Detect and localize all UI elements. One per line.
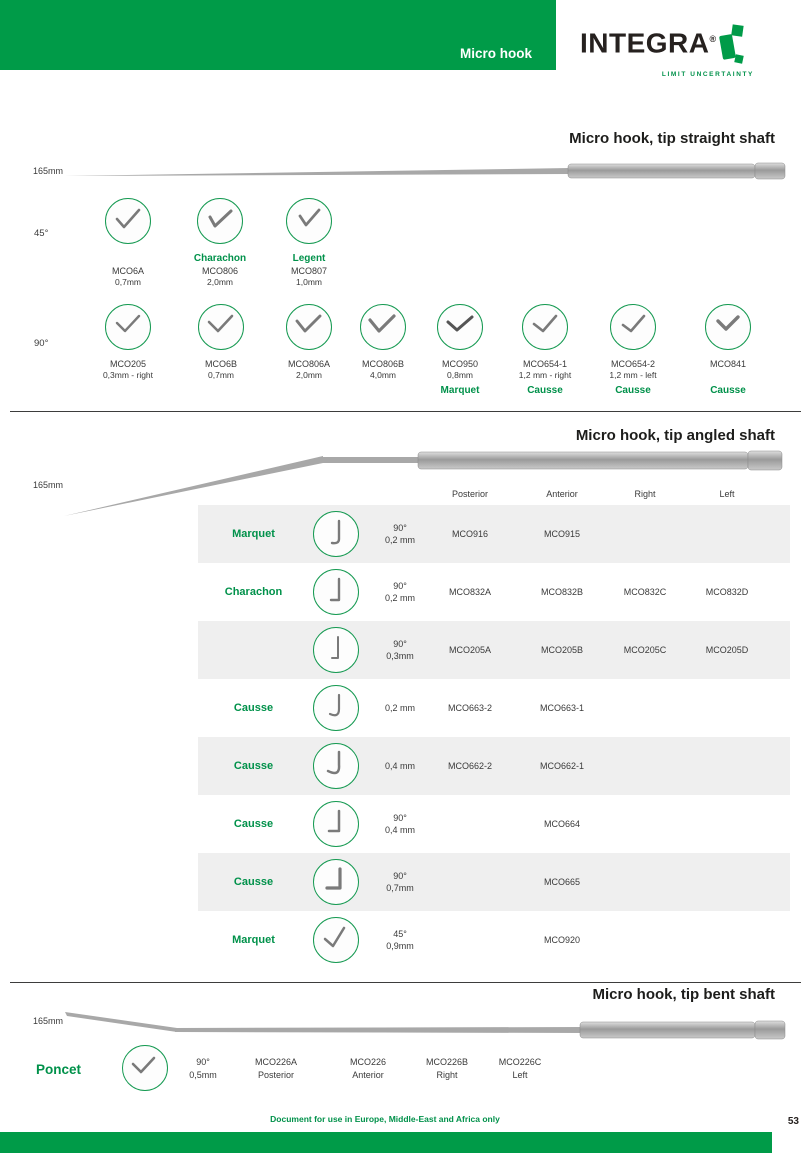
hook-icon	[316, 746, 356, 786]
code-posterior	[231, 1056, 321, 1082]
code-anterior: MCO205B	[540, 645, 584, 655]
code-right	[600, 795, 690, 853]
table-row	[198, 679, 790, 737]
hook-circle	[313, 743, 359, 789]
orientation-label: Anterior	[352, 1070, 384, 1080]
hook-circle	[313, 859, 359, 905]
eponym-label: Causse	[527, 385, 563, 396]
tip-size: 0,7mm	[208, 370, 234, 380]
row-name: Causse	[233, 760, 274, 772]
hook-item	[272, 304, 346, 384]
catalog-code: MCO654-1	[522, 359, 567, 369]
code-anterior: MCO915	[543, 529, 580, 539]
code-right	[600, 737, 690, 795]
hook-circle	[313, 627, 359, 673]
tip-size: 1,2 mm - right	[518, 370, 572, 380]
hook-90-icon	[108, 307, 148, 347]
hook-item	[346, 304, 420, 384]
hook-item	[184, 304, 258, 384]
code-left	[475, 1056, 565, 1082]
code-right: MCO832C	[623, 587, 667, 597]
hook-90-icon	[708, 307, 748, 347]
code-left	[682, 795, 772, 853]
code-anterior: MCO663-1	[539, 703, 584, 713]
hook-circle	[286, 198, 332, 244]
footer-bar	[0, 1132, 772, 1153]
code-anterior	[323, 1056, 413, 1082]
instrument-straight-image	[65, 156, 790, 192]
eponym-label: Causse	[710, 385, 746, 396]
section-title-straight: Micro hook, tip straight shaft	[569, 130, 775, 147]
hook-90-icon	[289, 307, 329, 347]
eponym-label: Causse	[615, 385, 651, 396]
hook-item	[83, 198, 173, 291]
code-posterior	[425, 911, 515, 969]
table-row	[198, 737, 790, 795]
table-row	[198, 505, 790, 563]
code-anterior: MCO662-1	[539, 761, 584, 771]
brand-name: INTEGRA®	[580, 27, 717, 59]
row-name: Causse	[233, 876, 274, 888]
hook-circle	[286, 304, 332, 350]
size-label: 0,2 mm	[384, 535, 415, 545]
tip-size: 0,8mm	[447, 370, 473, 380]
hook-circle	[105, 304, 151, 350]
hook-icon	[316, 804, 356, 844]
catalog-code: MCO226	[349, 1057, 386, 1067]
code-anterior: MCO664	[543, 819, 580, 829]
hook-circle	[313, 685, 359, 731]
section-title-angled: Micro hook, tip angled shaft	[575, 427, 775, 444]
brand-mark-icon	[717, 24, 747, 70]
hook-circle	[313, 569, 359, 615]
angle-size-cell	[170, 1056, 236, 1082]
eponym-label: Legent	[292, 253, 326, 264]
tip-size: 0,7mm	[115, 277, 141, 287]
hook-90-icon	[440, 307, 480, 347]
angle-row-label-90: 90°	[34, 338, 49, 349]
hook-circle	[522, 304, 568, 350]
hook-circle	[360, 304, 406, 350]
row-name: Causse	[233, 702, 274, 714]
catalog-code: MCO226B	[425, 1057, 469, 1067]
angle-label: 45°	[393, 929, 407, 939]
catalog-code: MCO205	[109, 359, 146, 369]
hook-icon	[316, 688, 356, 728]
angle-label: 90°	[393, 639, 407, 649]
section-title-bent: Micro hook, tip bent shaft	[592, 986, 775, 1003]
catalog-code: MCO806A	[287, 359, 331, 369]
code-posterior: MCO663-2	[447, 703, 492, 713]
size-label: 0,9mm	[386, 941, 414, 951]
row-name: Causse	[233, 818, 274, 830]
catalog-code: MCO654-2	[610, 359, 655, 369]
instrument-bent-image	[65, 1008, 790, 1048]
tip-size: 2,0mm	[296, 370, 322, 380]
page-number: 53	[787, 1116, 799, 1127]
catalog-code: MCO841	[709, 359, 746, 369]
header-bar	[0, 0, 556, 70]
hook-icon	[316, 572, 356, 612]
tip-size: 1,0mm	[296, 277, 322, 287]
code-left	[682, 679, 772, 737]
size-label: 0,7mm	[386, 883, 414, 893]
code-left	[682, 737, 772, 795]
code-right	[600, 679, 690, 737]
registered-mark: ®	[709, 34, 717, 44]
hook-45-icon	[289, 201, 329, 241]
hook-icon	[316, 514, 356, 554]
hook-item	[691, 304, 765, 397]
table-row	[198, 621, 790, 679]
hook-icon	[316, 630, 356, 670]
code-anterior: MCO920	[543, 935, 580, 945]
code-left	[682, 911, 772, 969]
code-right: MCO205C	[623, 645, 667, 655]
table-column-header: Posterior	[451, 489, 488, 499]
hook-circle	[313, 917, 359, 963]
size-label: 0,2 mm	[384, 593, 415, 603]
size-label: 0,5mm	[189, 1070, 217, 1080]
code-left	[682, 505, 772, 563]
table-column-header: Right	[634, 489, 656, 499]
size-label: 0,4 mm	[384, 825, 415, 835]
hook-item	[264, 198, 354, 291]
shaft-length-label: 165mm	[33, 480, 64, 490]
shaft-length-label: 165mm	[33, 166, 64, 176]
row-name: Poncet	[36, 1062, 82, 1077]
section-divider	[10, 982, 801, 983]
row-name	[206, 621, 301, 679]
catalog-code: MCO6A	[111, 266, 144, 276]
hook-item	[423, 304, 497, 397]
code-posterior	[425, 853, 515, 911]
catalog-code: MCO950	[441, 359, 478, 369]
orientation-label: Posterior	[257, 1070, 294, 1080]
angle-label: 90°	[393, 523, 407, 533]
hook-90-icon	[363, 307, 403, 347]
hook-90-icon	[525, 307, 565, 347]
hook-circle	[610, 304, 656, 350]
table-row	[198, 795, 790, 853]
code-anterior: MCO665	[543, 877, 580, 887]
code-right	[600, 853, 690, 911]
table-row	[198, 911, 790, 969]
code-posterior: MCO662-2	[447, 761, 492, 771]
table-row	[198, 853, 790, 911]
hook-90-icon	[201, 307, 241, 347]
code-left	[682, 853, 772, 911]
table-row	[198, 563, 790, 621]
hook-circle	[197, 198, 243, 244]
hook-45-icon	[200, 201, 240, 241]
hook-circle	[437, 304, 483, 350]
eponym-label: Charachon	[193, 253, 247, 264]
hook-item	[175, 198, 265, 291]
brand-tagline: LIMIT UNCERTAINTY	[661, 71, 754, 78]
catalog-code: MCO807	[290, 266, 327, 276]
tip-size: 0,3mm - right	[102, 370, 154, 380]
orientation-label: Left	[512, 1070, 528, 1080]
code-left: MCO832D	[705, 587, 749, 597]
hook-icon	[125, 1048, 165, 1088]
hook-circle	[122, 1045, 168, 1091]
tip-size: 4,0mm	[370, 370, 396, 380]
catalog-code: MCO226A	[254, 1057, 298, 1067]
tip-size: 1,2 mm - left	[609, 370, 657, 380]
shaft-length-label: 165mm	[33, 1016, 64, 1026]
eponym-label: Marquet	[440, 385, 480, 396]
code-posterior: MCO832A	[448, 587, 492, 597]
hook-circle	[313, 801, 359, 847]
hook-item	[596, 304, 670, 397]
catalog-code: MCO226C	[498, 1057, 542, 1067]
footer-notice: Document for use in Europe, Middle-East and Africa only	[270, 1114, 500, 1124]
hook-circle	[105, 198, 151, 244]
code-anterior: MCO832B	[540, 587, 584, 597]
hook-90-icon	[613, 307, 653, 347]
angle-label: 90°	[393, 813, 407, 823]
code-left: MCO205D	[705, 645, 749, 655]
tip-size: 2,0mm	[207, 277, 233, 287]
code-right	[600, 911, 690, 969]
orientation-label: Right	[436, 1070, 458, 1080]
angle-label: 90°	[393, 871, 407, 881]
size-label: 0,2 mm	[384, 703, 415, 713]
table-column-header: Anterior	[546, 489, 578, 499]
row-name: Charachon	[224, 586, 283, 598]
row-name: Marquet	[232, 934, 275, 946]
hook-45-icon	[108, 201, 148, 241]
section-divider	[10, 411, 801, 412]
hook-circle	[313, 511, 359, 557]
hook-icon	[316, 920, 356, 960]
angle-label: 90°	[393, 581, 407, 591]
catalog-code: MCO6B	[204, 359, 237, 369]
hook-item	[508, 304, 582, 397]
code-posterior: MCO916	[451, 529, 488, 539]
code-right	[600, 505, 690, 563]
brand-logo	[580, 24, 790, 78]
size-label: 0,3mm	[386, 651, 414, 661]
size-label: 0,4 mm	[384, 761, 415, 771]
code-posterior: MCO205A	[448, 645, 492, 655]
angle-row-label-45: 45°	[34, 228, 49, 239]
hook-circle	[198, 304, 244, 350]
hook-item	[91, 304, 165, 384]
table-column-header: Left	[719, 489, 735, 499]
code-posterior	[425, 795, 515, 853]
angle-label: 90°	[196, 1057, 210, 1067]
hook-icon	[316, 862, 356, 902]
catalog-code: MCO806B	[361, 359, 405, 369]
hook-circle	[705, 304, 751, 350]
catalog-code: MCO806	[201, 266, 238, 276]
page-label: Micro hook	[459, 46, 532, 61]
row-name: Marquet	[232, 528, 275, 540]
